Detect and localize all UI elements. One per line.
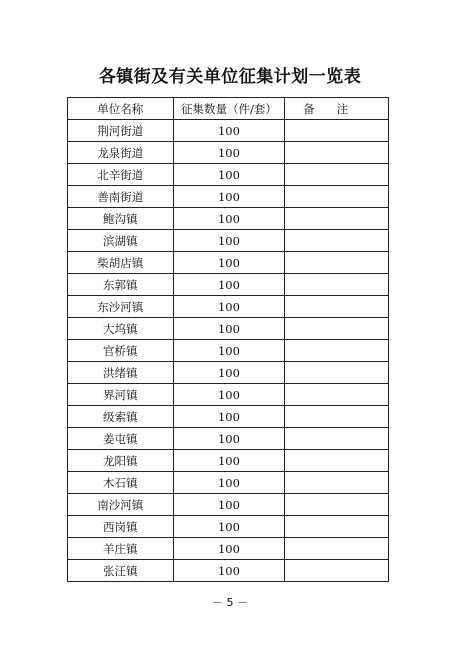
cell-note [285,494,389,516]
table-row [68,120,389,142]
cell-note [285,142,389,164]
cell-unit-name: 张汪镇 [68,560,174,582]
cell-unit-name: 洪绪镇 [68,362,174,384]
cell-note [285,450,389,472]
cell-note [285,318,389,340]
cell-note [285,516,389,538]
cell-quantity: 100 [173,120,285,142]
cell-note [285,340,389,362]
cell-quantity: 100 [173,230,285,252]
table-row [68,186,389,208]
cell-quantity: 100 [173,142,285,164]
table-row [68,472,389,494]
cell-quantity: 100 [173,208,285,230]
cell-quantity: 100 [173,362,285,384]
cell-note [285,208,389,230]
cell-note [285,296,389,318]
cell-quantity: 100 [173,494,285,516]
cell-unit-name: 南沙河镇 [68,494,174,516]
cell-quantity: 100 [173,384,285,406]
collection-plan-table [67,97,389,582]
cell-note [285,120,389,142]
table-row [68,208,389,230]
cell-unit-name: 龙泉街道 [68,142,174,164]
table-row [68,406,389,428]
cell-note [285,428,389,450]
cell-unit-name: 东郭镇 [68,274,174,296]
cell-note [285,230,389,252]
cell-unit-name: 北辛街道 [68,164,174,186]
table-row [68,450,389,472]
cell-note [285,186,389,208]
cell-note [285,164,389,186]
cell-quantity: 100 [173,164,285,186]
cell-quantity: 100 [173,538,285,560]
cell-note [285,274,389,296]
cell-quantity: 100 [173,186,285,208]
cell-quantity: 100 [173,318,285,340]
table-row [68,428,389,450]
cell-quantity: 100 [173,472,285,494]
table-header-row [68,98,389,120]
table-row [68,296,389,318]
cell-note [285,538,389,560]
cell-unit-name: 大坞镇 [68,318,174,340]
cell-unit-name: 龙阳镇 [68,450,174,472]
cell-note [285,406,389,428]
cell-unit-name: 羊庄镇 [68,538,174,560]
table-row [68,538,389,560]
cell-quantity: 100 [173,450,285,472]
table-row [68,142,389,164]
cell-quantity: 100 [173,340,285,362]
table-row [68,230,389,252]
cell-quantity: 100 [173,560,285,582]
page-number: － 5 － [212,596,248,609]
cell-unit-name: 木石镇 [68,472,174,494]
cell-quantity: 100 [173,428,285,450]
table-row [68,164,389,186]
cell-quantity: 100 [173,274,285,296]
table-row [68,494,389,516]
cell-quantity: 100 [173,516,285,538]
cell-unit-name: 滨湖镇 [68,230,174,252]
cell-quantity: 100 [173,406,285,428]
cell-note [285,472,389,494]
table-row [68,318,389,340]
cell-unit-name: 级索镇 [68,406,174,428]
cell-unit-name: 东沙河镇 [68,296,174,318]
cell-unit-name: 柴胡店镇 [68,252,174,274]
table-row [68,252,389,274]
page-title: 各镇街及有关单位征集计划一览表 [98,67,362,87]
header-note: 备注 [285,98,389,120]
cell-unit-name: 姜屯镇 [68,428,174,450]
cell-note [285,252,389,274]
cell-unit-name: 界河镇 [68,384,174,406]
header-quantity: 征集数量（件/套） [173,98,285,120]
cell-unit-name: 荆河街道 [68,120,174,142]
cell-quantity: 100 [173,252,285,274]
cell-note [285,560,389,582]
cell-quantity: 100 [173,296,285,318]
cell-note [285,362,389,384]
cell-unit-name: 鲍沟镇 [68,208,174,230]
table-row [68,560,389,582]
table-row [68,384,389,406]
table-row [68,340,389,362]
cell-unit-name: 西岗镇 [68,516,174,538]
table-row [68,516,389,538]
table-row [68,274,389,296]
cell-unit-name: 善南街道 [68,186,174,208]
table-row [68,362,389,384]
cell-note [285,384,389,406]
cell-unit-name: 官桥镇 [68,340,174,362]
header-unit-name: 单位名称 [68,98,174,120]
